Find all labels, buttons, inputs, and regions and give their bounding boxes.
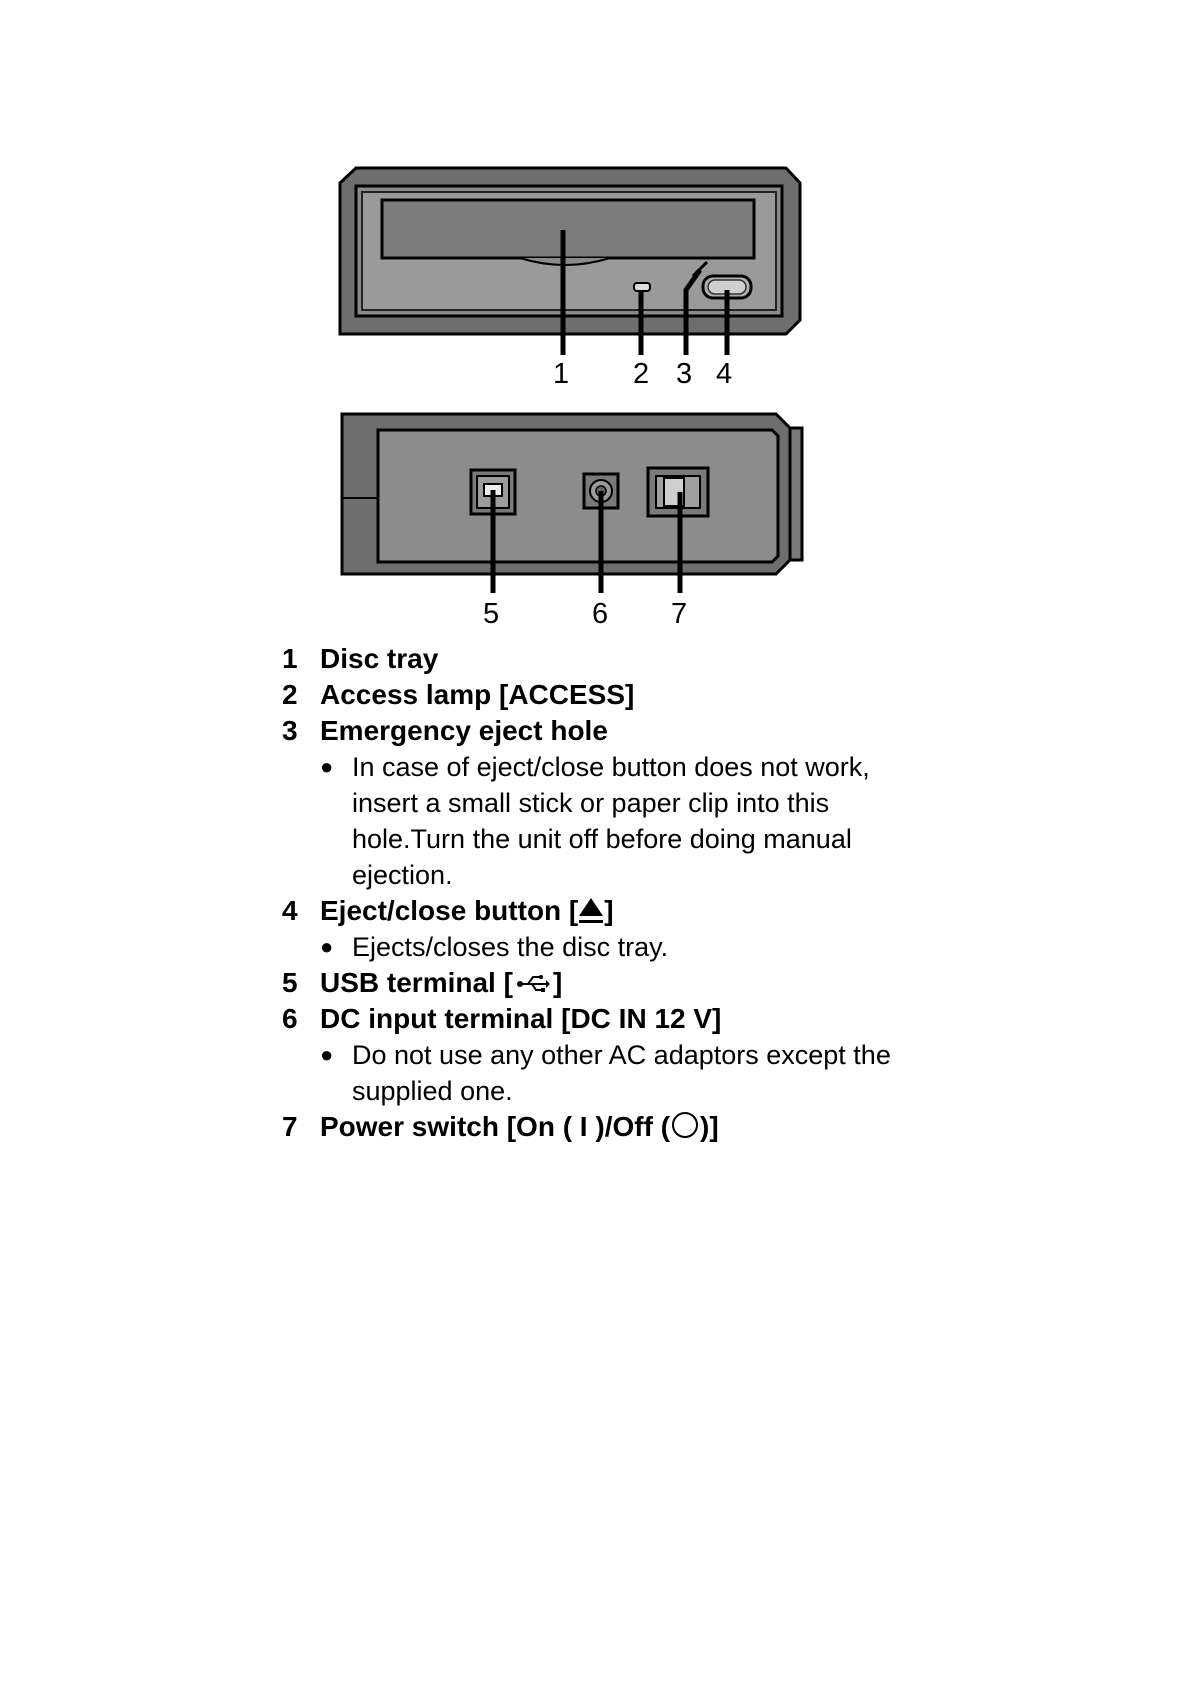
callout-5: 5 [483,598,500,630]
part-number: 5 [282,967,298,998]
callout-6: 6 [592,598,609,630]
disc-tray [382,200,754,258]
part-number: 6 [282,1003,298,1034]
part-item [282,1109,902,1145]
access-lamp [634,283,650,291]
bullet-dot: ● [320,754,334,779]
part-number: 4 [282,895,298,926]
bullet-dot: ● [320,1042,334,1067]
rear-panel [342,414,802,574]
part-note: Ejects/closes the disc tray. [352,932,669,962]
part-number: 2 [282,679,298,710]
part-name-prefix: Power switch [On ( I )/Off ( [320,1111,670,1142]
front-panel [340,168,800,334]
part-name-suffix: ] [604,895,614,926]
part-number: 3 [282,715,298,746]
part-note: Do not use any other AC adaptors except the supplied one. [352,1040,891,1106]
circle-off-icon [672,1112,698,1138]
part-name: Access lamp [ACCESS] [320,679,635,710]
part-name-prefix: USB terminal [ [320,967,513,998]
part-item [282,965,902,1001]
eject-icon [579,900,603,923]
part-item [282,641,902,677]
part-item [282,893,902,965]
usb-icon [516,973,550,993]
bullet-dot: ● [320,934,334,959]
callout-1: 1 [553,358,570,390]
callout-4: 4 [716,358,733,390]
part-name: DC input terminal [DC IN 12 V] [320,1003,722,1034]
callout-7: 7 [671,598,688,630]
part-number: 7 [282,1111,298,1142]
part-item [282,1001,902,1109]
part-name: Emergency eject hole [320,715,608,746]
parts-list [282,641,902,1145]
drive-diagram [0,0,1191,640]
part-item [282,713,902,893]
part-name-suffix: ] [552,967,563,998]
part-name: Disc tray [320,643,439,674]
part-name-prefix: Eject/close button [ [320,895,579,926]
part-item [282,677,902,713]
part-number: 1 [282,643,298,674]
callout-2: 2 [633,358,650,390]
part-note: In case of eject/close button does not work, insert a small stick or paper clip into this hole.Turn the unit off before doing manual ejection. [352,752,870,890]
callout-3: 3 [676,358,693,390]
part-name-suffix: )] [700,1111,719,1142]
